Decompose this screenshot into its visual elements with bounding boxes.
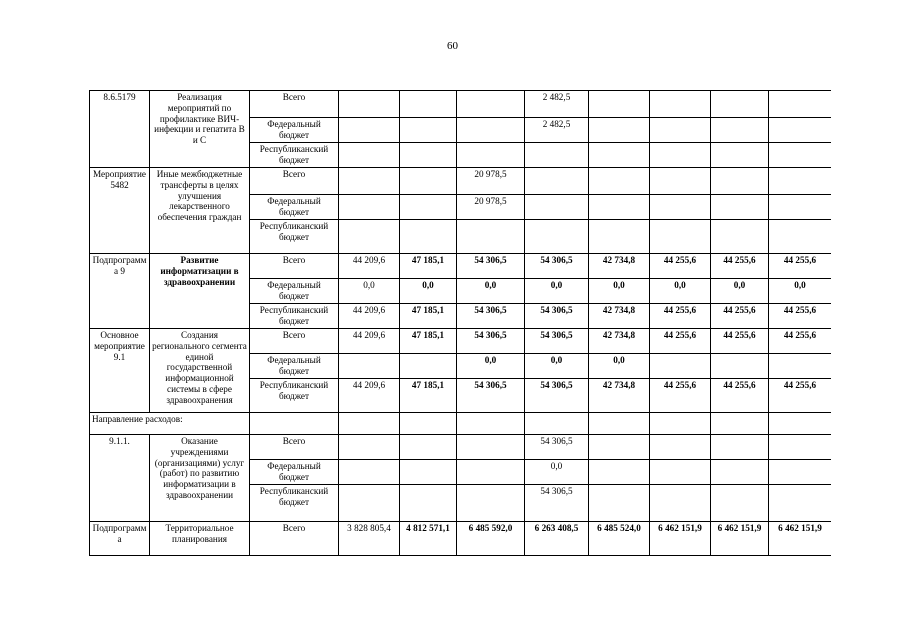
table-cell: 44 209,6 — [339, 329, 400, 354]
table-cell — [589, 118, 650, 143]
table-cell: 42 734,8 — [589, 379, 650, 413]
table-cell — [589, 460, 650, 485]
table-cell — [339, 413, 400, 435]
table-cell — [589, 413, 650, 435]
table-cell: Оказание учреждениями (организациями) услуг (работ) по развитию информатизации в здравоохранении — [150, 435, 250, 522]
table-cell: 44 255,6 — [650, 329, 711, 354]
table-cell — [339, 435, 400, 460]
table-cell: 6 485 592,0 — [457, 522, 525, 556]
table-cell — [589, 195, 650, 220]
table-cell — [711, 195, 769, 220]
table-cell: 6 485 524,0 — [589, 522, 650, 556]
table-cell — [589, 91, 650, 118]
table-cell: Федеральный бюджет — [250, 279, 339, 304]
table-cell: 44 255,6 — [711, 254, 769, 279]
table-cell — [339, 460, 400, 485]
table-cell — [457, 220, 525, 254]
table-cell — [589, 435, 650, 460]
table-cell: Всего — [250, 522, 339, 556]
table-cell — [400, 354, 457, 379]
table-row — [90, 329, 832, 354]
table-cell — [339, 118, 400, 143]
table-cell — [339, 220, 400, 254]
table-cell — [400, 413, 457, 435]
table-cell: 4 812 571,1 — [400, 522, 457, 556]
table-cell: 42 734,8 — [589, 304, 650, 329]
table-cell — [400, 118, 457, 143]
table-cell: 44 255,6 — [650, 379, 711, 413]
table-cell: Всего — [250, 435, 339, 460]
table-cell — [711, 91, 769, 118]
table-cell — [769, 118, 832, 143]
table-cell: Республиканский бюджет — [250, 220, 339, 254]
table-cell — [650, 354, 711, 379]
table-cell: 44 255,6 — [769, 254, 832, 279]
table-cell: 6 263 408,5 — [525, 522, 589, 556]
table-cell — [339, 354, 400, 379]
table-cell: 0,0 — [525, 460, 589, 485]
table-cell: Подпрограмма — [90, 522, 150, 556]
table-row — [90, 168, 832, 195]
table-cell — [769, 354, 832, 379]
table-row — [90, 522, 832, 556]
table-cell — [769, 143, 832, 168]
table-cell: 0,0 — [711, 279, 769, 304]
table-cell — [650, 168, 711, 195]
table-cell: 44 209,6 — [339, 254, 400, 279]
table-cell: 0,0 — [457, 354, 525, 379]
table-cell — [711, 220, 769, 254]
table-cell — [650, 435, 711, 460]
table-cell: 44 255,6 — [769, 379, 832, 413]
table-cell: 54 306,5 — [457, 304, 525, 329]
table-cell — [525, 143, 589, 168]
table-cell — [589, 485, 650, 522]
table-cell: Федеральный бюджет — [250, 354, 339, 379]
budget-table-container — [89, 90, 831, 570]
table-cell — [769, 220, 832, 254]
table-cell: Создания регионального сегмента единой государственной информационной системы в сфере здравоохранения — [150, 329, 250, 413]
table-cell: Иные межбюджетные трансферты в целях улучшения лекарственного обеспечения граждан — [150, 168, 250, 254]
table-cell: 20 978,5 — [457, 168, 525, 195]
table-cell — [525, 168, 589, 195]
table-cell: 44 209,6 — [339, 379, 400, 413]
table-cell: Территориальное планирования — [150, 522, 250, 556]
table-cell — [400, 91, 457, 118]
table-cell — [769, 435, 832, 460]
table-cell — [400, 220, 457, 254]
table-row — [90, 413, 832, 435]
table-cell: 3 828 805,4 — [339, 522, 400, 556]
table-cell — [525, 413, 589, 435]
table-cell — [457, 460, 525, 485]
table-cell — [589, 168, 650, 195]
table-cell — [711, 485, 769, 522]
table-cell: 54 306,5 — [525, 435, 589, 460]
table-cell: 47 185,1 — [400, 329, 457, 354]
table-cell: Основное мероприятие 9.1 — [90, 329, 150, 413]
table-cell — [711, 460, 769, 485]
budget-table — [89, 90, 831, 556]
table-cell — [650, 91, 711, 118]
table-cell: Всего — [250, 91, 339, 118]
table-row — [90, 254, 832, 279]
table-cell: Республиканский бюджет — [250, 304, 339, 329]
table-cell: 44 255,6 — [769, 304, 832, 329]
table-cell — [589, 220, 650, 254]
table-cell — [589, 143, 650, 168]
table-cell: 42 734,8 — [589, 254, 650, 279]
table-cell — [457, 435, 525, 460]
table-row — [90, 435, 832, 460]
table-cell: 54 306,5 — [525, 304, 589, 329]
table-cell — [769, 413, 832, 435]
table-cell: 0,0 — [339, 279, 400, 304]
table-cell: Подпрограмма 9 — [90, 254, 150, 329]
table-cell — [769, 460, 832, 485]
table-cell: Мероприятие 5482 — [90, 168, 150, 254]
table-cell — [457, 91, 525, 118]
table-cell: 2 482,5 — [525, 118, 589, 143]
table-cell — [650, 413, 711, 435]
table-cell: 44 255,6 — [650, 254, 711, 279]
table-cell — [711, 118, 769, 143]
table-cell: 6 462 151,9 — [769, 522, 832, 556]
table-cell — [339, 195, 400, 220]
table-cell — [339, 168, 400, 195]
table-cell: 54 306,5 — [525, 329, 589, 354]
table-cell — [711, 354, 769, 379]
table-cell — [650, 195, 711, 220]
table-cell: 0,0 — [589, 354, 650, 379]
table-cell — [250, 413, 339, 435]
table-cell: 54 306,5 — [525, 254, 589, 279]
table-cell: Развитие информатизации в здравоохранении — [150, 254, 250, 329]
table-cell — [457, 413, 525, 435]
table-cell: 20 978,5 — [457, 195, 525, 220]
table-cell — [339, 143, 400, 168]
table-cell — [525, 195, 589, 220]
table-cell — [400, 485, 457, 522]
table-cell: 0,0 — [457, 279, 525, 304]
table-cell: Направление расходов: — [90, 413, 250, 435]
table-cell: Всего — [250, 254, 339, 279]
table-cell: 6 462 151,9 — [711, 522, 769, 556]
table-cell: 6 462 151,9 — [650, 522, 711, 556]
table-cell — [711, 168, 769, 195]
table-cell: Реализация мероприятий по профилактике ВИЧ-инфекции и гепатита В и С — [150, 91, 250, 168]
table-cell: 0,0 — [525, 279, 589, 304]
table-cell — [339, 91, 400, 118]
table-cell: 0,0 — [769, 279, 832, 304]
table-cell — [525, 220, 589, 254]
table-cell: 44 255,6 — [711, 329, 769, 354]
table-cell: 44 255,6 — [711, 379, 769, 413]
table-cell — [711, 413, 769, 435]
table-cell: 0,0 — [525, 354, 589, 379]
table-cell — [650, 485, 711, 522]
table-cell: 54 306,5 — [525, 485, 589, 522]
page-number: 60 — [447, 40, 458, 52]
table-cell — [400, 143, 457, 168]
table-cell: Всего — [250, 329, 339, 354]
table-cell: Федеральный бюджет — [250, 460, 339, 485]
table-cell: 0,0 — [589, 279, 650, 304]
table-cell: Федеральный бюджет — [250, 118, 339, 143]
table-cell — [650, 220, 711, 254]
table-cell: 44 209,6 — [339, 304, 400, 329]
budget-table-body — [90, 91, 832, 556]
table-row — [90, 91, 832, 118]
table-cell: 2 482,5 — [525, 91, 589, 118]
table-cell — [339, 485, 400, 522]
table-cell: 44 255,6 — [650, 304, 711, 329]
table-cell — [769, 195, 832, 220]
table-cell — [650, 143, 711, 168]
table-cell — [650, 460, 711, 485]
table-cell — [711, 143, 769, 168]
table-cell: Всего — [250, 168, 339, 195]
table-cell — [650, 118, 711, 143]
table-cell: Республиканский бюджет — [250, 143, 339, 168]
table-cell: Республиканский бюджет — [250, 379, 339, 413]
table-cell: 54 306,5 — [457, 254, 525, 279]
table-cell — [457, 485, 525, 522]
table-cell: 44 255,6 — [769, 329, 832, 354]
table-cell: 47 185,1 — [400, 304, 457, 329]
table-cell: 47 185,1 — [400, 254, 457, 279]
table-cell — [711, 435, 769, 460]
table-cell — [769, 91, 832, 118]
table-cell: 8.6.5179 — [90, 91, 150, 168]
table-cell — [769, 168, 832, 195]
table-cell — [400, 435, 457, 460]
table-cell — [400, 195, 457, 220]
table-cell: 0,0 — [400, 279, 457, 304]
table-cell: 47 185,1 — [400, 379, 457, 413]
table-cell — [769, 485, 832, 522]
table-cell: 54 306,5 — [457, 379, 525, 413]
table-cell: Республиканский бюджет — [250, 485, 339, 522]
table-cell: 9.1.1. — [90, 435, 150, 522]
table-cell: 44 255,6 — [711, 304, 769, 329]
table-cell: 0,0 — [650, 279, 711, 304]
table-cell: 42 734,8 — [589, 329, 650, 354]
table-cell: 54 306,5 — [525, 379, 589, 413]
table-cell — [400, 460, 457, 485]
table-cell — [457, 118, 525, 143]
table-cell — [457, 143, 525, 168]
table-cell: 54 306,5 — [457, 329, 525, 354]
table-cell: Федеральный бюджет — [250, 195, 339, 220]
table-cell — [400, 168, 457, 195]
